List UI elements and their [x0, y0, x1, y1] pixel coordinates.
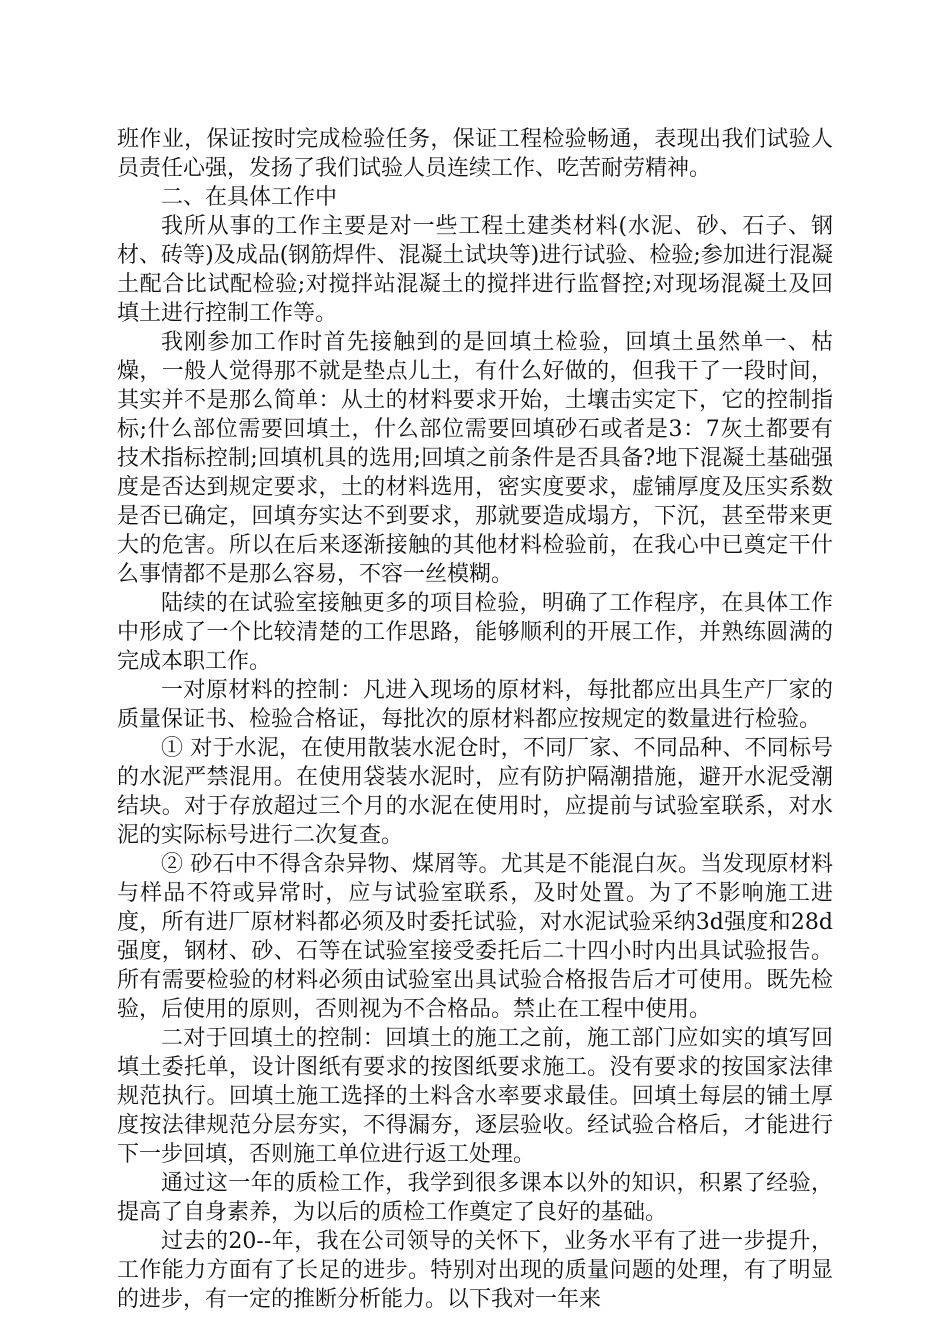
paragraph-11: 过去的20--年，我在公司领导的关怀下，业务水平有了进一步提升，工作能力方面有了长足的进步。特别对出现的质量问题的处理，有了明显的进步，有一定的推断分析能力。以下我对一年来: [117, 1229, 833, 1312]
paragraph-5: 陆续的在试验室接触更多的项目检验，明确了工作程序，在具体工作中形成了一个比较清楚的工作思路，能够顺利的开展工作，并熟练圆满的完成本职工作。: [117, 591, 833, 674]
paragraph-1: 班作业，保证按时完成检验任务，保证工程检验畅通，表现出我们试验人员责任心强，发扬了我们试验人员连续工作、吃苦耐劳精神。: [117, 127, 833, 181]
paragraph-3: 我所从事的工作主要是对一些工程土建类材料(水泥、砂、石子、钢材、砖等)及成品(钢筋焊件、混凝土试块等)进行试验、检验;参加进行混凝土配合比试配检验;对搅拌站混凝土的搅拌进行监督控;对现场混凝土及回填土进行控制工作等。: [117, 214, 833, 326]
paragraph-10: 通过这一年的质检工作，我学到很多课本以外的知识，积累了经验，提高了自身素养，为以后的质检工作奠定了良好的基础。: [117, 1171, 833, 1225]
paragraph-6: 一对原材料的控制：凡进入现场的原材料，每批都应出具生产厂家的质量保证书、检验合格证，每批次的原材料都应按规定的数量进行检验。: [117, 678, 833, 732]
section-heading: 二、在具体工作中: [161, 185, 338, 210]
paragraph-4: 我刚参加工作时首先接触到的是回填土检验，回填土虽然单一、枯燥，一般人觉得那不就是垫点儿土，有什么好做的，但我干了一段时间，其实并不是那么简单：从土的材料要求开始，土壤击实定下，它的控制指标;什么部位需要回填土，什么部位需要回填砂石或者是3：7灰土都要有技术指标控制;回填机具的选用;回填之前条件是否具备?地下混凝土基础强度是否达到规定要求，土的材料选用，密实度要求，虚铺厚度及压实系数是否已确定，回填夯实达不到要求，那就要造成塌方，下沉，甚至带来更大的危害。所以在后来逐渐接触的其他材料检验前，在我心中已奠定干什么事情都不是那么容易，不容一丝模糊。: [117, 330, 833, 587]
paragraph-9: 二对于回填土的控制：回填土的施工之前，施工部门应如实的填写回填土委托单，设计图纸有要求的按图纸要求施工。没有要求的按国家法律规范执行。回填土施工选择的土料含水率要求最佳。回填土每层的铺土厚度按法律规范分层夯实，不得漏夯，逐层验收。经试验合格后，才能进行下一步回填，否则施工单位进行返工处理。: [117, 1026, 833, 1167]
paragraph-7: ① 对于水泥，在使用散装水泥仓时，不同厂家、不同品种、不同标号的水泥严禁混用。在使用袋装水泥时，应有防护隔潮措施，避开水泥受潮结块。对于存放超过三个月的水泥在使用时，应提前与试验室联系，对水泥的实际标号进行二次复查。: [117, 736, 833, 848]
paragraph-8: ② 砂石中不得含杂异物、煤屑等。尤其是不能混白灰。当发现原材料与样品不符或异常时，应与试验室联系，及时处置。为了不影响施工进度，所有进厂原材料都必须及时委托试验，对水泥试验采纳3d强度和28d强度，钢材、砂、石等在试验室接受委托后二十四小时内出具试验报告。所有需要检验的材料必须由试验室出具试验合格报告后才可使用。既先检验，后使用的原则，否则视为不合格品。禁止在工程中使用。: [117, 852, 833, 1022]
document-page: [117, 125, 833, 1314]
